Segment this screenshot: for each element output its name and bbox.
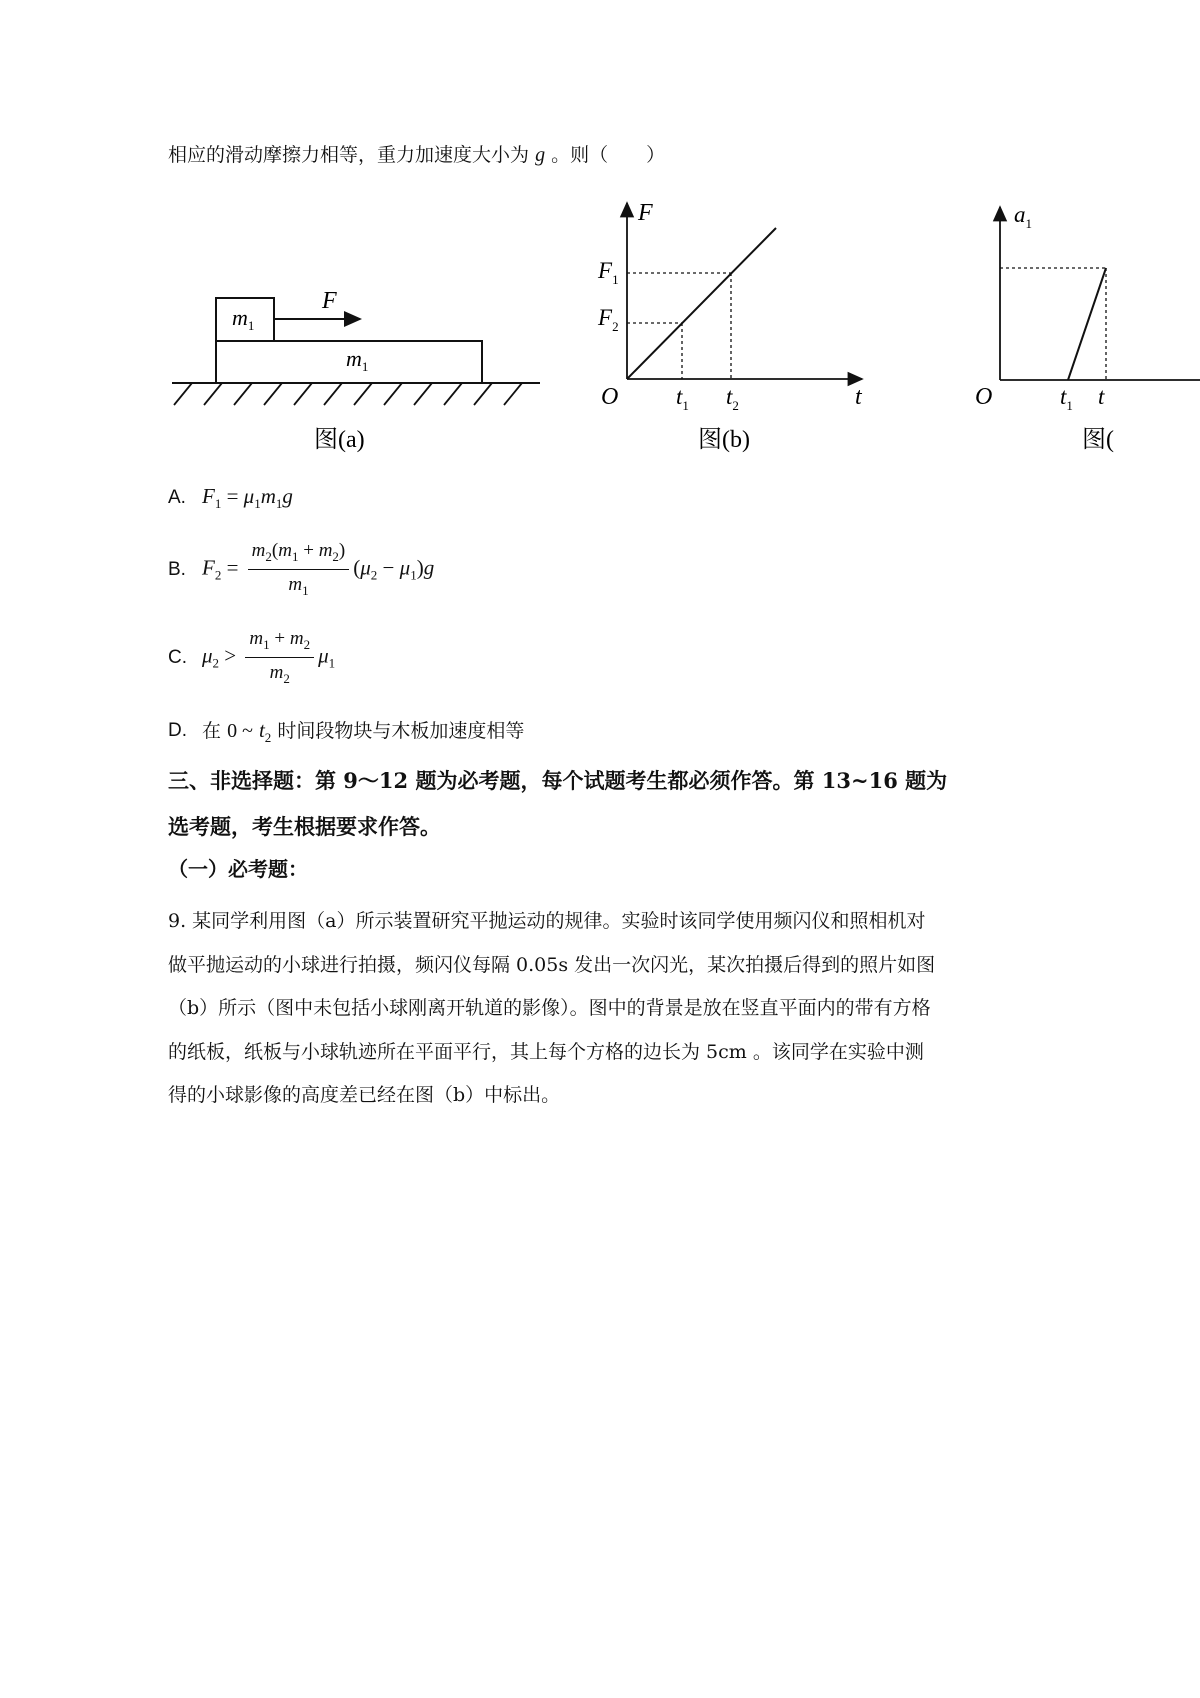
question-9-line2: 做平抛运动的小球进行拍摄，频闪仪每隔 0.05s 发出一次闪光，某次拍摄后得到的照片如图 (168, 953, 936, 976)
figure-c-caption: 图( (1082, 427, 1114, 453)
section-heading-line1: 三、非选择题：第 9～12 题为必考题，每个试题考生都必须作答。第 13~16 题为 (168, 768, 948, 793)
intro-text: 相应的滑动摩擦力相等，重力加速度大小为 (168, 144, 530, 166)
intro-tail: 。则（ ） (551, 144, 666, 166)
option-c-letter: C. (168, 646, 187, 668)
figure-b-caption: 图(b) (698, 427, 750, 453)
option-c-formula: $\mu_2$ > $\frac{m_1 + m_2}{m_2}$ $\mu_1$ (202, 628, 336, 686)
figure-a (172, 288, 540, 453)
b-x-label: t (855, 384, 862, 410)
option-a-letter: A. (168, 487, 186, 508)
option-d-letter: D. (168, 720, 187, 741)
board-label: $m_1$ (346, 346, 369, 374)
small-block-label: $m_1$ (232, 305, 255, 333)
b-t2-label: $t_2$ (726, 384, 739, 413)
question-9-line1: 9. 某同学利用图（a）所示装置研究平抛运动的规律。实验时该同学使用频闪仪和照相机对 (168, 910, 926, 932)
option-b (168, 540, 434, 599)
b-origin: O (601, 384, 619, 410)
figure-b (597, 200, 863, 453)
ground-hatching (174, 383, 522, 405)
option-d (168, 716, 524, 746)
force-label: F (322, 288, 337, 314)
question-9-line4: 的纸板，纸板与小球轨迹所在平面平行，其上每个方格的边长为 5cm 。该同学在实验中测 (168, 1040, 924, 1063)
option-b-formula: $F_2$ = $\frac{m_2(m_1 + m_2)}{m_1}$ $(\mu_2 - \mu_1)g$ (202, 540, 435, 598)
option-a-formula: $F_1 = \mu_1m_1g$ (202, 484, 293, 511)
c-y-label: $a_1$ (1014, 202, 1032, 231)
subsection-heading: （一）必考题： (168, 857, 308, 881)
question-9-line3: （b）所示（图中未包括小球刚离开轨道的影像）。图中的背景是放在竖直平面内的带有方格 (168, 997, 931, 1019)
figures-svg (0, 0, 1200, 480)
option-d-text: 在 0 ~ $t_2$ 时间段物块与木板加速度相等 (202, 718, 525, 745)
b-force-line (627, 228, 776, 379)
figure-a-caption: 图(a) (314, 427, 365, 453)
b-f2-label: $F_2$ (598, 305, 619, 334)
question-9 (168, 900, 958, 1118)
option-b-letter: B. (168, 558, 186, 580)
c-accel-line (1068, 268, 1106, 380)
section-heading (168, 762, 968, 846)
c-t2-label: t (1098, 384, 1105, 409)
gravity-variable: g (535, 144, 546, 166)
c-origin: O (975, 384, 993, 410)
c-t1-label: $t_1$ (1060, 384, 1073, 413)
figure-c (975, 202, 1200, 453)
option-c (168, 628, 335, 687)
b-y-label: F (638, 200, 653, 226)
b-f1-label: $F_1$ (598, 258, 619, 287)
question-9-line5: 得的小球影像的高度差已经在图（b）中标出。 (168, 1084, 561, 1106)
b-t1-label: $t_1$ (676, 384, 689, 413)
option-a (168, 484, 293, 512)
section-heading-line2: 选考题，考生根据要求作答。 (168, 814, 441, 839)
